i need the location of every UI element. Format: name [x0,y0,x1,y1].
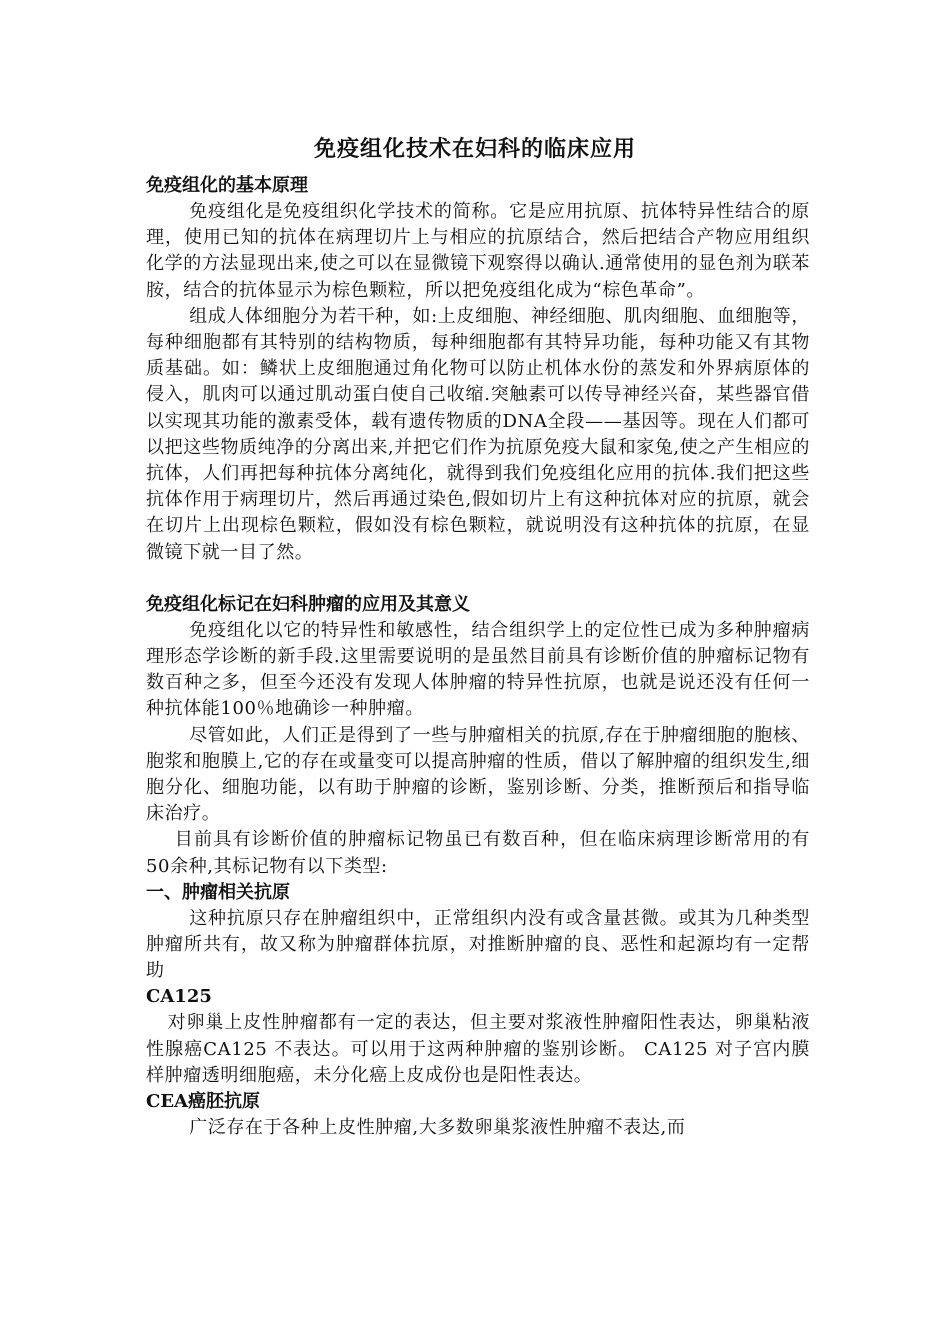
marker-label-cea: CEA癌胚抗原 [146,1091,261,1113]
section-heading-application: 免疫组化标记在妇科肿瘤的应用及其意义 [146,593,470,615]
document-body [146,173,810,1141]
section-heading-principle: 免疫组化的基本原理 [146,175,308,196]
subsection-heading: 一、肿瘤相关抗原 [146,881,290,903]
paragraph: 尽管如此，人们正是得到了一些与肿瘤相关的抗原,存在于肿瘤细胞的胞核、胞浆和胞膜上,它的存在或量变可以提高肿瘤的性质，借以了解肿瘤的组织发生,细胞分化、细胞功能，以有助于肿瘤的诊断，鉴别诊断、分类，推断预后和指导临床治疗。 [146,724,810,825]
paragraph: 对卵巢上皮性肿瘤都有一定的表达，但主要对浆液性肿瘤阳性表达，卵巢粘液性腺癌CA125 不表达。可以用于这两种肿瘤的鉴别诊断。 CA125 对子宫内膜样肿瘤透明细胞癌，未分化癌上皮成份也是阳性表达。 [146,1012,810,1086]
spacer [146,566,810,592]
paragraph: 免疫组化以它的特异性和敏感性，结合组织学上的定位性已成为多种肿瘤病理形态学诊断的新手段.这里需要说明的是虽然目前具有诊断价值的肿瘤标记物有数百种之多，但至今还没有发现人体肿瘤的特异性抗原，也就是说还没有任何一种抗体能100％地确诊一种肿瘤。 [146,619,810,720]
paragraph: 组成人体细胞分为若干种，如:上皮细胞、神经细胞、肌肉细胞、血细胞等，每种细胞都有其特别的结构物质，每种细胞都有其特异功能，每种功能又有其物质基础。如：鳞状上皮细胞通过角化物可以防止机体水份的蒸发和外界病原体的侵入，肌肉可以通过肌动蛋白使自己收缩.突触素可以传导神经兴奋，某些器官借以实现其功能的激素受体，载有遗传物质的DNA全段——基因等。现在人们都可以把这些物质纯净的分离出来,并把它们作为抗原免疫大鼠和家兔,使之产生相应的抗体，人们再把每种抗体分离纯化，就得到我们免疫组化应用的抗体.我们把这些抗体作用于病理切片，然后再通过染色,假如切片上有这种抗体对应的抗原，就会在切片上出现棕色颗粒，假如没有棕色颗粒，就说明没有这种抗体的抗原，在显微镜下就一目了然。 [146,305,810,563]
paragraph: 目前具有诊断价值的肿瘤标记物虽已有数百种，但在临床病理诊断常用的有50余种,其标记物有以下类型: [146,829,810,877]
paragraph: 免疫组化是免疫组织化学技术的简称。它是应用抗原、抗体特异性结合的原理，使用已知的抗体在病理切片上与相应的抗原结合，然后把结合产物应用组织化学的方法显现出来,使之可以在显微镜下观察得以确认.通常使用的显色剂为联苯胺，结合的抗体显示为棕色颗粒，所以把免疫组化成为“棕色革命”。 [146,201,810,301]
marker-label-ca125: CA125 [146,986,212,1008]
paragraph: 广泛存在于各种上皮性肿瘤,大多数卵巢浆液性肿瘤不表达,而 [189,1117,686,1139]
paragraph: 这种抗原只存在肿瘤组织中，正常组织内没有或含量甚微。或其为几种类型肿瘤所共有，故又称为肿瘤群体抗原，对推断肿瘤的良、恶性和起源均有一定帮助 [146,907,810,982]
document-title: 免疫组化技术在妇科的临床应用 [313,136,636,162]
